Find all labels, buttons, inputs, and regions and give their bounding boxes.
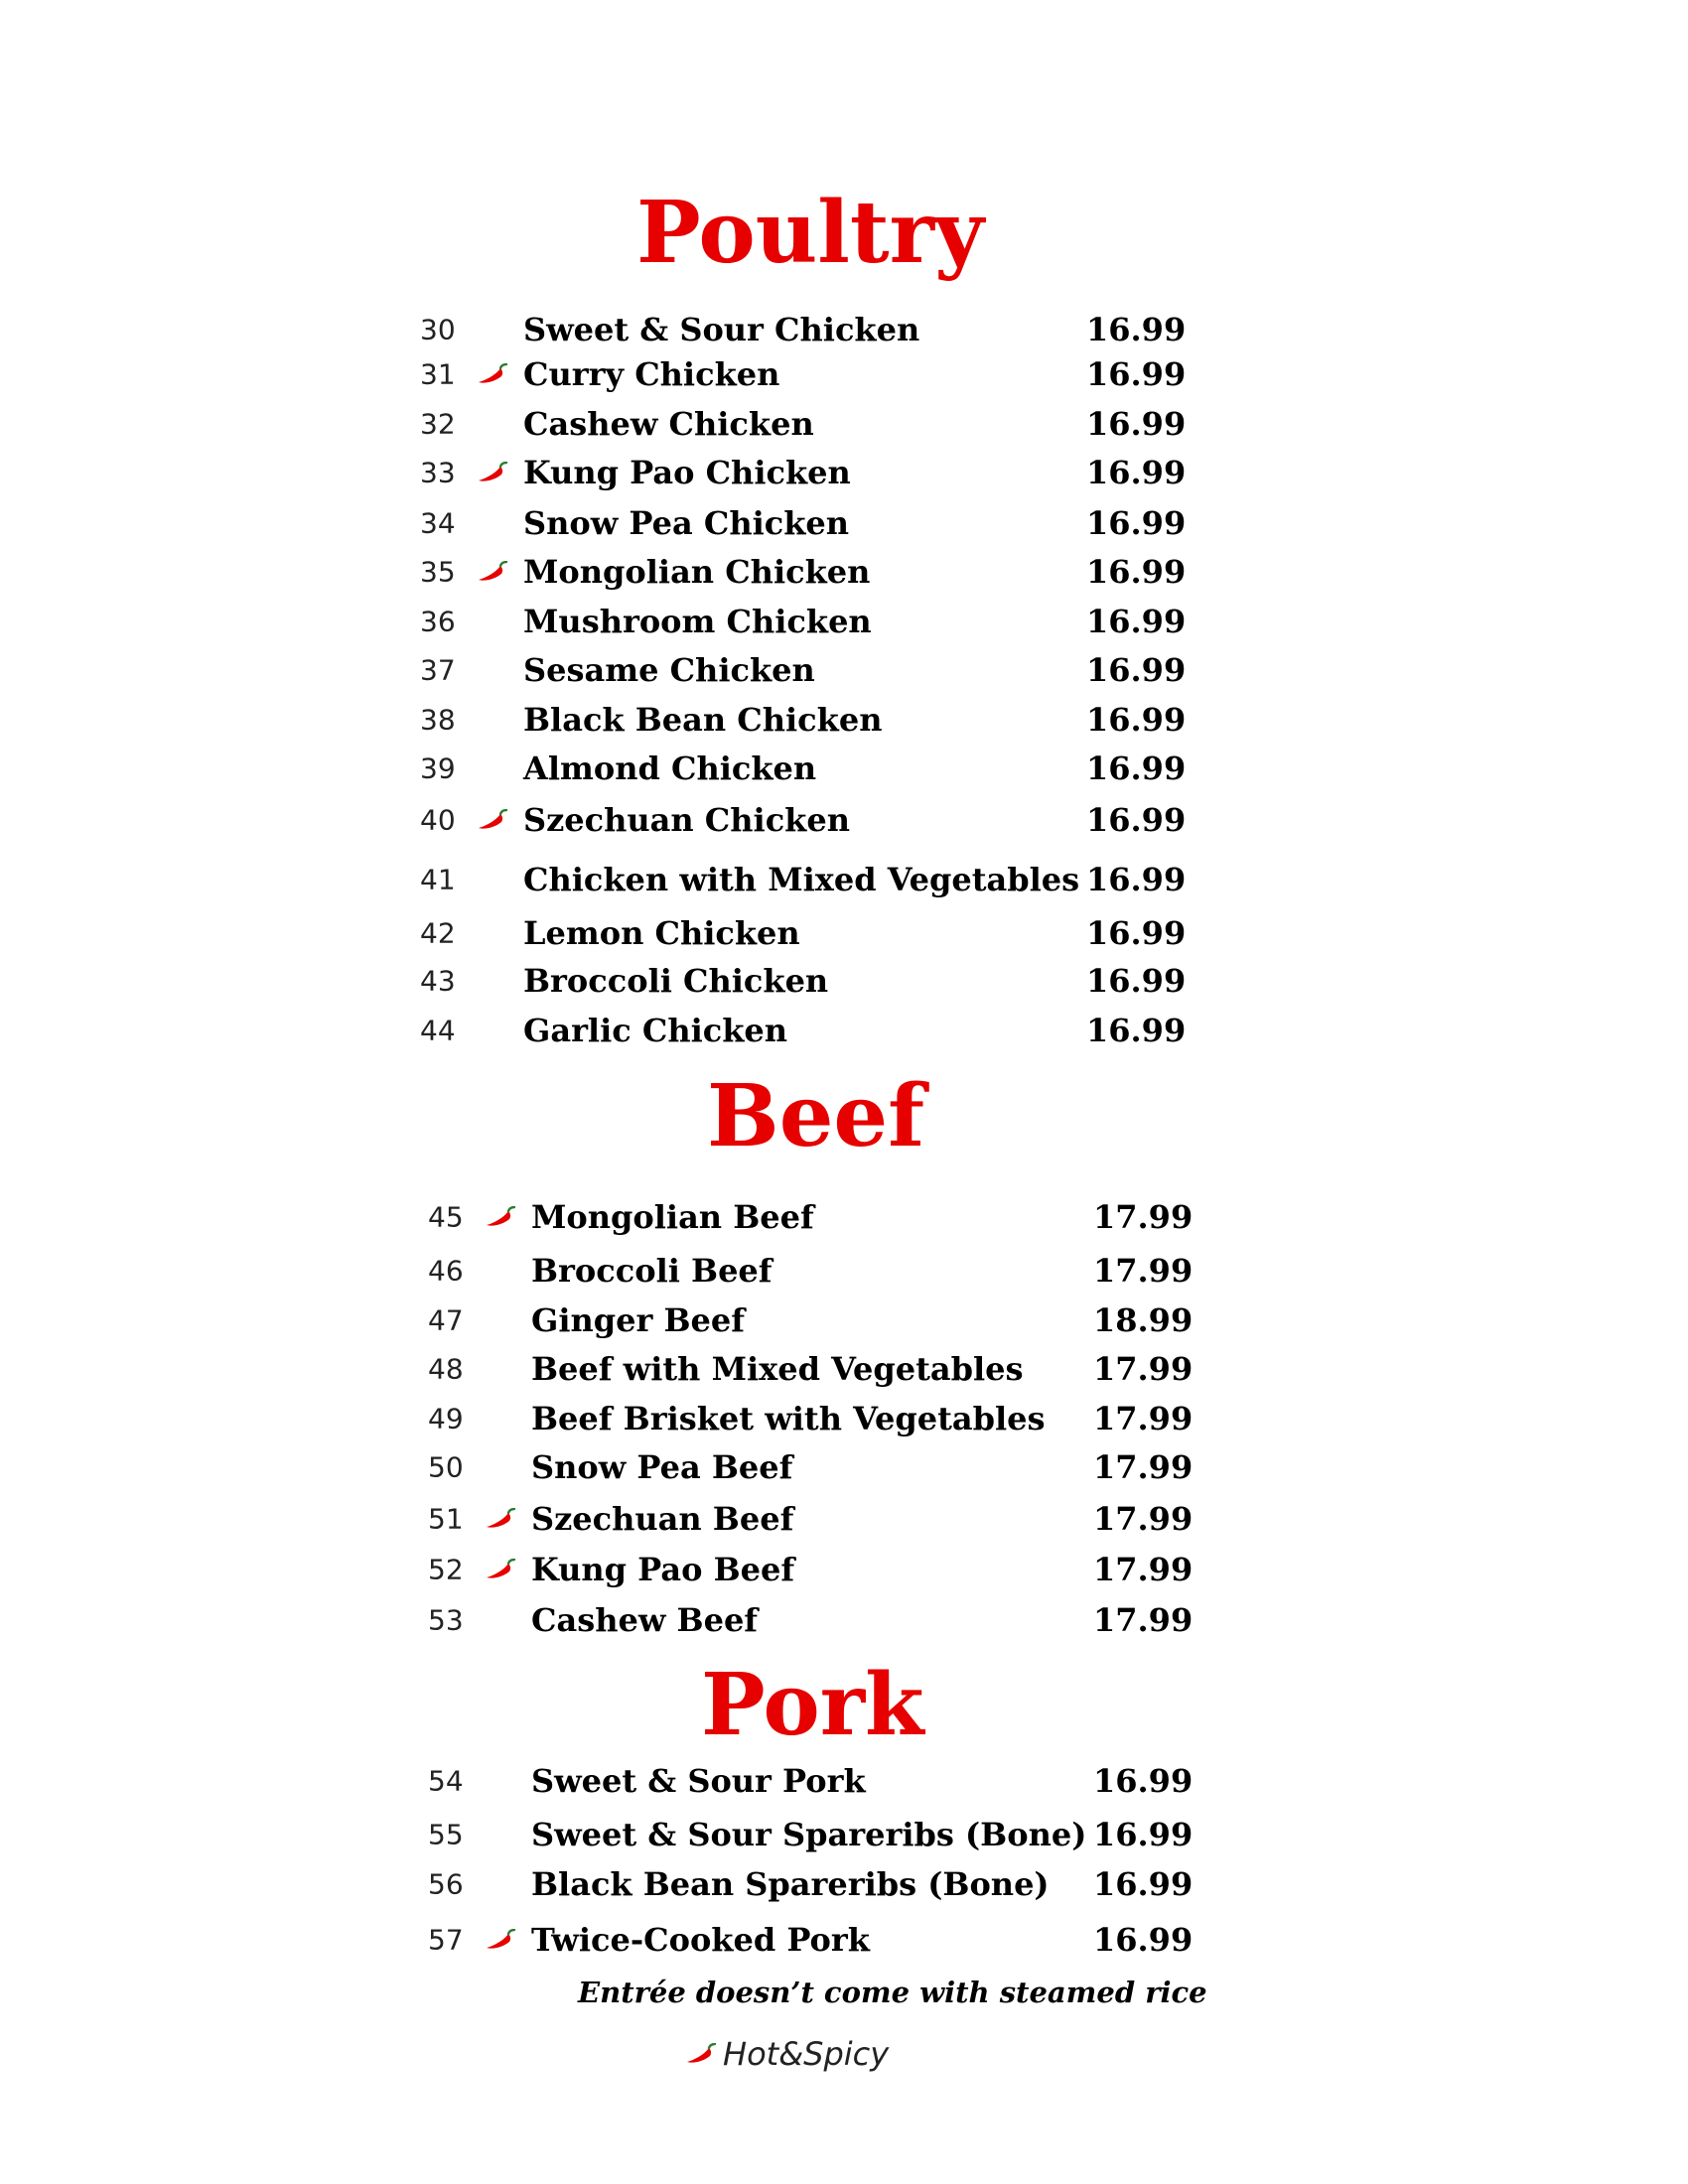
menu-item-row xyxy=(420,1006,1186,1055)
item-price: 17.99 xyxy=(1093,1601,1194,1639)
chili-pepper-icon xyxy=(477,363,508,385)
menu-item-row xyxy=(428,1442,1193,1492)
menu-item-row xyxy=(420,349,1186,399)
item-number: 52 xyxy=(428,1553,464,1586)
item-name: Twice-Cooked Pork xyxy=(531,1921,870,1959)
item-number: 54 xyxy=(428,1764,464,1798)
item-number: 51 xyxy=(428,1502,464,1536)
menu-item-row xyxy=(428,1859,1193,1909)
chili-pepper-icon xyxy=(477,561,508,583)
item-name: Chicken with Mixed Vegetables xyxy=(523,861,1080,898)
item-name: Black Bean Chicken xyxy=(523,701,883,739)
section-title-beef: Beef xyxy=(707,1066,925,1166)
item-number: 35 xyxy=(420,555,456,589)
item-price: 16.99 xyxy=(1086,651,1187,689)
chili-pepper-icon xyxy=(485,1929,516,1951)
menu-item-row xyxy=(428,1344,1193,1394)
item-name: Almond Chicken xyxy=(523,750,817,787)
chili-pepper-icon xyxy=(477,809,508,831)
item-name: Broccoli Chicken xyxy=(523,962,829,1000)
item-price: 16.99 xyxy=(1086,454,1187,491)
item-price: 17.99 xyxy=(1093,1400,1194,1437)
menu-item-row xyxy=(428,1810,1193,1859)
menu-item-row xyxy=(420,908,1186,958)
item-price: 16.99 xyxy=(1086,553,1187,591)
item-name: Garlic Chicken xyxy=(523,1012,788,1049)
chili-pepper-icon xyxy=(485,1508,516,1530)
menu-item-row xyxy=(428,1756,1193,1806)
item-price: 16.99 xyxy=(1086,861,1187,898)
item-name: Black Bean Spareribs (Bone) xyxy=(531,1865,1050,1903)
item-price: 16.99 xyxy=(1086,1012,1187,1049)
item-number: 57 xyxy=(428,1923,464,1957)
item-number: 38 xyxy=(420,703,456,737)
item-price: 17.99 xyxy=(1093,1198,1194,1236)
menu-item-row xyxy=(428,1915,1193,1965)
menu-item-row xyxy=(420,399,1186,449)
item-price: 16.99 xyxy=(1086,405,1187,443)
item-number: 41 xyxy=(420,863,456,896)
menu-item-row xyxy=(420,855,1186,904)
item-number: 45 xyxy=(428,1200,464,1234)
item-name: Kung Pao Chicken xyxy=(523,454,851,491)
item-price: 17.99 xyxy=(1093,1500,1194,1538)
item-number: 55 xyxy=(428,1818,464,1851)
item-price: 17.99 xyxy=(1093,1350,1194,1388)
menu-item-row xyxy=(420,597,1186,646)
item-price: 16.99 xyxy=(1086,504,1187,542)
item-number: 34 xyxy=(420,506,456,540)
section-title-poultry: Poultry xyxy=(636,183,984,283)
item-name: Mongolian Beef xyxy=(531,1198,814,1236)
item-price: 17.99 xyxy=(1093,1252,1194,1290)
item-number: 37 xyxy=(420,653,456,687)
menu-item-row xyxy=(420,305,1186,354)
menu-item-row xyxy=(420,645,1186,695)
item-name: Snow Pea Chicken xyxy=(523,504,850,542)
item-number: 50 xyxy=(428,1450,464,1484)
item-number: 33 xyxy=(420,456,456,489)
item-name: Mongolian Chicken xyxy=(523,553,871,591)
spicy-legend xyxy=(685,2031,923,2077)
item-number: 53 xyxy=(428,1603,464,1637)
item-name: Snow Pea Beef xyxy=(531,1448,793,1486)
menu-item-row xyxy=(420,695,1186,745)
menu-item-row xyxy=(428,1545,1193,1594)
item-number: 39 xyxy=(420,751,456,785)
item-price: 17.99 xyxy=(1093,1448,1194,1486)
menu-item-row xyxy=(420,547,1186,597)
item-name: Mushroom Chicken xyxy=(523,603,872,640)
item-number: 49 xyxy=(428,1402,464,1435)
item-price: 16.99 xyxy=(1093,1816,1194,1853)
item-price: 16.99 xyxy=(1086,355,1187,393)
menu-item-row xyxy=(420,498,1186,548)
item-price: 16.99 xyxy=(1093,1921,1194,1959)
item-number: 30 xyxy=(420,313,456,346)
item-name: Szechuan Beef xyxy=(531,1500,794,1538)
spicy-legend-label: Hot&Spicy xyxy=(723,2035,890,2073)
menu-item-row xyxy=(428,1296,1193,1345)
item-number: 40 xyxy=(420,803,456,837)
item-name: Sesame Chicken xyxy=(523,651,815,689)
item-name: Sweet & Sour Chicken xyxy=(523,311,920,348)
menu-item-row xyxy=(428,1494,1193,1544)
item-price: 16.99 xyxy=(1086,701,1187,739)
item-number: 31 xyxy=(420,357,456,391)
item-number: 36 xyxy=(420,605,456,638)
item-name: Sweet & Sour Pork xyxy=(531,1762,866,1800)
item-number: 48 xyxy=(428,1352,464,1386)
item-number: 47 xyxy=(428,1303,464,1337)
item-number: 46 xyxy=(428,1254,464,1288)
item-name: Ginger Beef xyxy=(531,1301,746,1339)
item-number: 44 xyxy=(420,1014,456,1047)
item-name: Cashew Beef xyxy=(531,1601,759,1639)
item-name: Lemon Chicken xyxy=(523,914,800,952)
section-title-pork: Pork xyxy=(701,1655,924,1755)
chili-pepper-icon xyxy=(685,2043,717,2065)
item-price: 16.99 xyxy=(1093,1762,1194,1800)
menu-item-row xyxy=(420,744,1186,793)
item-name: Sweet & Sour Spareribs (Bone) xyxy=(531,1816,1087,1853)
item-name: Beef Brisket with Vegetables xyxy=(531,1400,1046,1437)
item-price: 16.99 xyxy=(1086,311,1187,348)
item-number: 56 xyxy=(428,1867,464,1901)
item-name: Curry Chicken xyxy=(523,355,780,393)
item-price: 16.99 xyxy=(1086,801,1187,839)
menu-item-row xyxy=(420,956,1186,1006)
menu-item-row xyxy=(420,448,1186,497)
item-price: 16.99 xyxy=(1086,603,1187,640)
item-price: 16.99 xyxy=(1086,914,1187,952)
item-number: 43 xyxy=(420,964,456,998)
rice-note: Entrée doesn’t come with steamed rice xyxy=(578,1976,1207,2009)
menu-item-row xyxy=(428,1394,1193,1443)
chili-pepper-icon xyxy=(485,1206,516,1228)
item-number: 42 xyxy=(420,916,456,950)
item-name: Cashew Chicken xyxy=(523,405,814,443)
item-number: 32 xyxy=(420,407,456,441)
item-price: 17.99 xyxy=(1093,1551,1194,1588)
item-name: Broccoli Beef xyxy=(531,1252,773,1290)
menu-item-row xyxy=(428,1246,1193,1296)
item-price: 16.99 xyxy=(1086,750,1187,787)
menu-item-row xyxy=(428,1192,1193,1242)
menu-item-row xyxy=(428,1595,1193,1645)
chili-pepper-icon xyxy=(485,1559,516,1580)
item-price: 16.99 xyxy=(1086,962,1187,1000)
chili-pepper-icon xyxy=(477,462,508,483)
item-name: Szechuan Chicken xyxy=(523,801,850,839)
menu-item-row xyxy=(420,795,1186,845)
item-name: Beef with Mixed Vegetables xyxy=(531,1350,1024,1388)
item-price: 16.99 xyxy=(1093,1865,1194,1903)
item-price: 18.99 xyxy=(1093,1301,1194,1339)
item-name: Kung Pao Beef xyxy=(531,1551,795,1588)
